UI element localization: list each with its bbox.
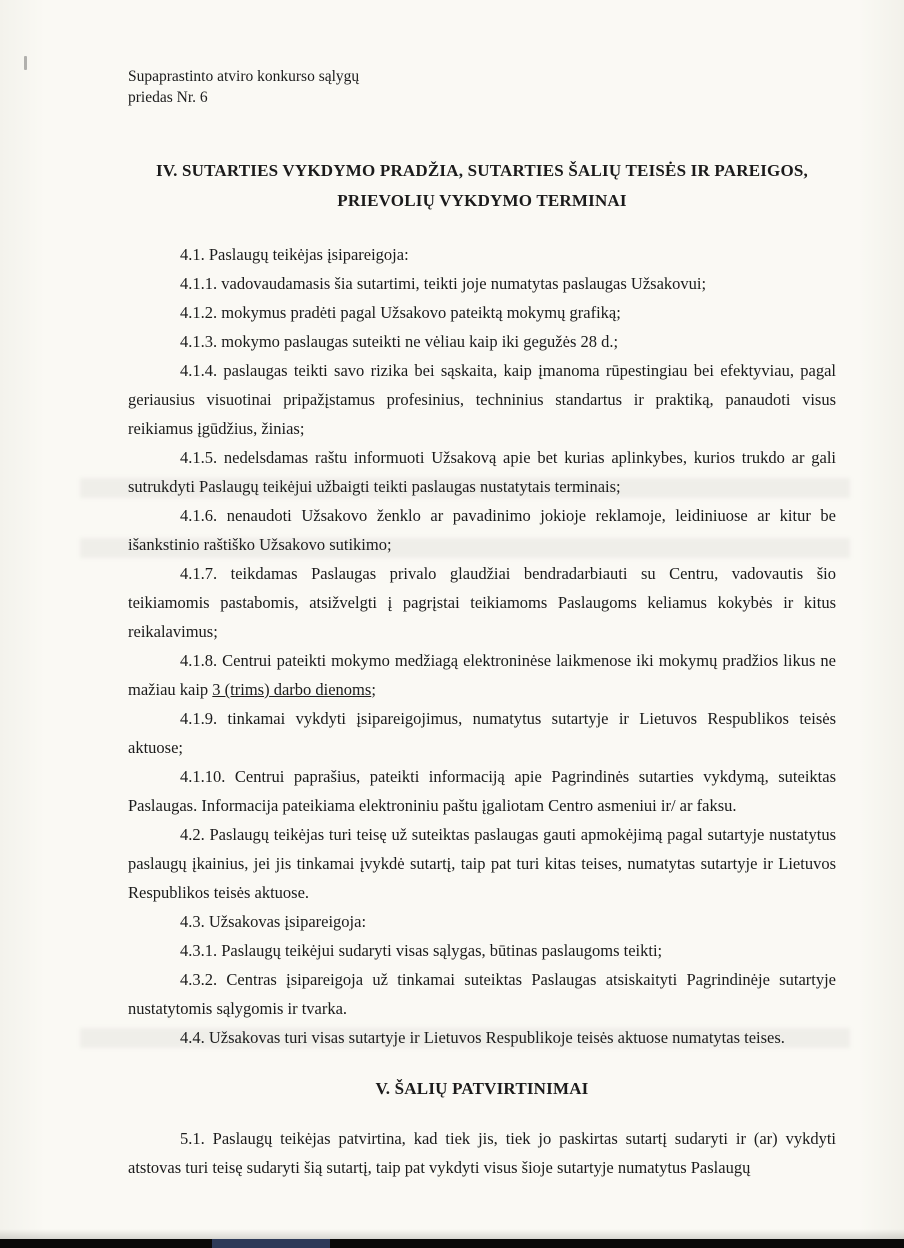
clause-4-1-8-underlined-term: 3 (trims) darbo dienoms: [212, 680, 372, 699]
section-4-title: [128, 156, 836, 216]
scan-edge-artifact: [0, 1239, 904, 1248]
clause-4-1-9: 4.1.9. tinkamai vykdyti įsipareigojimus, numatytus sutartyje ir Lietuvos Respublikos teisės aktuose;: [128, 709, 836, 757]
clause-4-1-8-text: 4.1.8. Centrui pateikti mokymo medžiagą elektroninėse laikmenose iki mokymų pradžios likus ne mažiau kaip: [128, 651, 836, 699]
section-4-title-line-1: IV. SUTARTIES VYKDYMO PRADŽIA, SUTARTIES ŠALIŲ TEISĖS IR PAREIGOS,: [155, 161, 809, 180]
header-line-2: priedas Nr. 6: [128, 89, 208, 106]
clause-4-3: 4.3. Užsakovas įsipareigoja:: [180, 912, 367, 931]
section-4-title-line-2: PRIEVOLIŲ VYKDYMO TERMINAI: [337, 191, 627, 210]
clause-4-1-2: 4.1.2. mokymus pradėti pagal Užsakovo pateiktą mokymų grafiką;: [180, 303, 621, 322]
clause-4-1-8-tail: ;: [371, 680, 376, 699]
clause-4-1-4: 4.1.4. paslaugas teikti savo rizika bei sąskaita, kaip įmanoma rūpestingiau bei efektyviau, pagal geriausius visuotinai pripažįstamus profesinius, techninius standartus ir praktiką, panaudoti visus reikiamus įgūdžius, žinias;: [128, 361, 836, 438]
clause-4-4: 4.4. Užsakovas turi visas sutartyje ir Lietuvos Respublikoje teisės aktuose numatytas teises.: [180, 1028, 785, 1047]
scan-mark-artifact: [24, 56, 27, 70]
clause-4-1-1: 4.1.1. vadovaudamasis šia sutartimi, teikti joje numatytas paslaugas Užsakovui;: [180, 274, 707, 293]
clause-4-1: 4.1. Paslaugų teikėjas įsipareigoja:: [180, 245, 409, 264]
header-line-1: Supaprastinto atviro konkurso sąlygų: [128, 68, 360, 85]
document-header: [128, 66, 836, 108]
scan-edge-blue-artifact: [212, 1239, 330, 1248]
clause-4-2: 4.2. Paslaugų teikėjas turi teisę už suteiktas paslaugas gauti apmokėjimą pagal sutartyje nustatytus paslaugų įkainius, jei jis tinkamai įvykdė sutartį, taip pat turi kitas teises, numatytas sutartyje ir Lietuvos Respublikos teisės aktuose.: [128, 825, 836, 902]
clause-4-1-6: 4.1.6. nenaudoti Užsakovo ženklo ar pavadinimo jokioje reklamoje, leidiniuose ar kitur be išankstinio raštiško Užsakovo sutikimo;: [128, 506, 836, 554]
clause-4-3-1: 4.3.1. Paslaugų teikėjui sudaryti visas sąlygas, būtinas paslaugoms teikti;: [180, 941, 663, 960]
clause-4-1-10: 4.1.10. Centrui paprašius, pateikti informaciją apie Pagrindinės sutarties vykdymą, suteiktas Paslaugas. Informacija pateikiama elektroniniu paštu įgaliotam Centro asmeniui ir/ ar faksu.: [128, 767, 836, 815]
clause-4-3-2: 4.3.2. Centras įsipareigoja už tinkamai suteiktas Paslaugas atsiskaityti Pagrindinėje sutartyje nustatytomis sąlygomis ir tvarka.: [128, 970, 836, 1018]
document-body: [128, 240, 836, 1182]
clause-4-1-7: 4.1.7. teikdamas Paslaugas privalo glaudžiai bendradarbiauti su Centru, vadovautis šio teikiamomis pastabomis, atsižvelgti į pagrįstai teikiamoms Paslaugoms keliamus kokybės ir kitus reikalavimus;: [128, 564, 836, 641]
section-5-title: V. ŠALIŲ PATVIRTINIMAI: [375, 1079, 589, 1098]
clause-4-1-3: 4.1.3. mokymo paslaugas suteikti ne vėliau kaip iki gegužės 28 d.;: [180, 332, 619, 351]
clause-4-1-8: [128, 646, 836, 704]
clause-4-1-5: 4.1.5. nedelsdamas raštu informuoti Užsakovą apie bet kurias aplinkybes, kurios trukdo ar gali sutrukdyti Paslaugų teikėjui užbaigti teikti paslaugas nustatytais terminais;: [128, 448, 836, 496]
clause-5-1: 5.1. Paslaugų teikėjas patvirtina, kad tiek jis, tiek jo paskirtas sutartį sudaryti ir (ar) vykdyti atstovas turi teisę sudaryti šią sutartį, taip pat vykdyti visus šioje sutartyje numatytus Paslaugų: [128, 1129, 836, 1177]
